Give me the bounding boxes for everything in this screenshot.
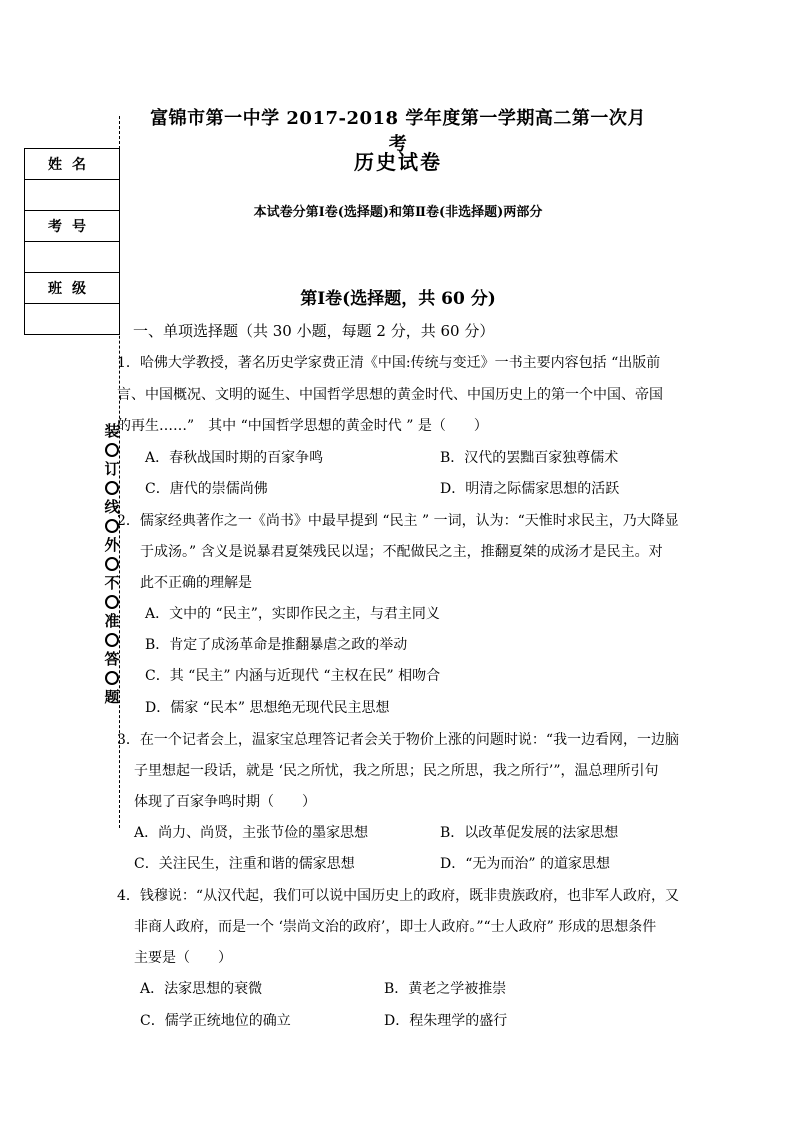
question-1-line-2: 言、中国概况、文明的诞生、中国哲学思想的黄金时代、中国历史上的第一个中国、帝国 (117, 387, 663, 403)
binding-char: 线 (104, 498, 120, 516)
question-4-option-b[interactable]: B．黄老之学被推崇 (384, 981, 507, 997)
binding-char: 不 (104, 574, 120, 592)
question-2-option-b[interactable]: B．肯定了成汤革命是推翻暴虐之政的举动 (145, 637, 408, 653)
question-2-line-1: 2．儒家经典著作之一《尚书》中最早提到 “民主 ” 一词，认为：“天惟时求民主，乃大降显 (117, 513, 679, 529)
question-1-option-b[interactable]: B．汉代的罢黜百家独尊儒术 (440, 450, 619, 466)
question-3-option-d[interactable]: D．“无为而治” 的道家思想 (440, 856, 610, 872)
exam-title: 富锦市第一中学 2017-2018 学年度第一学期高二第一次月考 (150, 108, 646, 155)
question-1-option-a[interactable]: A．春秋战国时期的百家争鸣 (145, 450, 324, 466)
binding-char: 准 (104, 612, 120, 630)
question-3-line-3: 体现了百家争鸣时期（ ） (134, 794, 316, 810)
binding-circle-icon (105, 595, 119, 609)
subject-title: 历史试卷 (354, 150, 442, 174)
binding-notice (103, 421, 121, 707)
id-field[interactable] (25, 242, 120, 273)
question-4-option-d[interactable]: D．程朱理学的盛行 (384, 1013, 508, 1029)
class-field[interactable] (25, 304, 120, 335)
question-1-line-1: 1．哈佛大学教授，著名历史学家费正清《中国:传统与变迁》一书主要内容包括 “出版前 (117, 355, 661, 371)
question-4-option-c[interactable]: C．儒学正统地位的确立 (140, 1013, 291, 1029)
question-1-option-d[interactable]: D．明清之际儒家思想的活跃 (440, 481, 620, 497)
binding-circle-icon (105, 443, 119, 457)
exam-composition: 本试卷分第Ⅰ卷(选择题)和第Ⅱ卷(非选择题)两部分 (253, 205, 543, 220)
question-4-line-3: 主要是（ ） (134, 950, 232, 966)
name-label: 姓名 (25, 149, 120, 180)
question-3-line-2: 子里想起一段话，就是 ‘民之所忧，我之所思；民之所思，我之所行’”，温总理所引句 (134, 763, 659, 779)
binding-char: 外 (104, 536, 120, 554)
student-info-table (24, 148, 120, 335)
question-4-line-2: 非商人政府，而是一个 ‘崇尚文治的政府’，即士人政府。”“士人政府” 形成的思想条件 (134, 919, 657, 935)
binding-char: 答 (104, 650, 120, 668)
question-2-option-a[interactable]: A．文中的 “民主”，实即作民之主，与君主同义 (145, 606, 440, 622)
question-2-line-3: 此不正确的理解是 (140, 575, 252, 591)
binding-char: 订 (104, 460, 120, 478)
question-3-line-1: 3．在一个记者会上，温家宝总理答记者会关于物价上涨的问题时说：“我一边看网，一边脑 (117, 732, 680, 748)
part-one-title: 第Ⅰ卷(选择题，共 60 分) (300, 289, 496, 309)
binding-circle-icon (105, 671, 119, 685)
question-3-option-c[interactable]: C．关注民生，注重和谐的儒家思想 (134, 856, 355, 872)
question-1-line-3: 的再生……” 其中 “中国哲学思想的黄金时代 ” 是（ ） (117, 418, 488, 434)
question-3-option-b[interactable]: B．以改革促发展的法家思想 (440, 825, 619, 841)
section-title: 一、单项选择题（共 30 小题，每题 2 分，共 60 分） (133, 322, 495, 340)
question-3-option-a[interactable]: A．尚力、尚贤，主张节俭的墨家思想 (134, 825, 369, 841)
binding-char: 题 (104, 688, 120, 706)
name-field[interactable] (25, 180, 120, 211)
question-4-line-1: 4．钱穆说：“从汉代起，我们可以说中国历史上的政府，既非贵族政府，也非军人政府，又 (117, 888, 680, 904)
question-1-option-c[interactable]: C．唐代的崇儒尚佛 (145, 481, 268, 497)
binding-circle-icon (105, 557, 119, 571)
question-2-line-2: 于成汤。” 含义是说暴君夏桀残民以逞；不配做民之主，推翻夏桀的成汤才是民主。对 (140, 544, 663, 560)
id-label: 考号 (25, 211, 120, 242)
question-2-option-c[interactable]: C．其 “民主” 内涵与近现代 “主权在民” 相吻合 (145, 668, 441, 684)
binding-circle-icon (105, 633, 119, 647)
question-2-option-d[interactable]: D．儒家 “民本” 思想绝无现代民主思想 (145, 700, 390, 716)
question-4-option-a[interactable]: A．法家思想的衰微 (140, 981, 263, 997)
class-label: 班级 (25, 273, 120, 304)
binding-circle-icon (105, 481, 119, 495)
binding-char: 装 (104, 422, 120, 440)
